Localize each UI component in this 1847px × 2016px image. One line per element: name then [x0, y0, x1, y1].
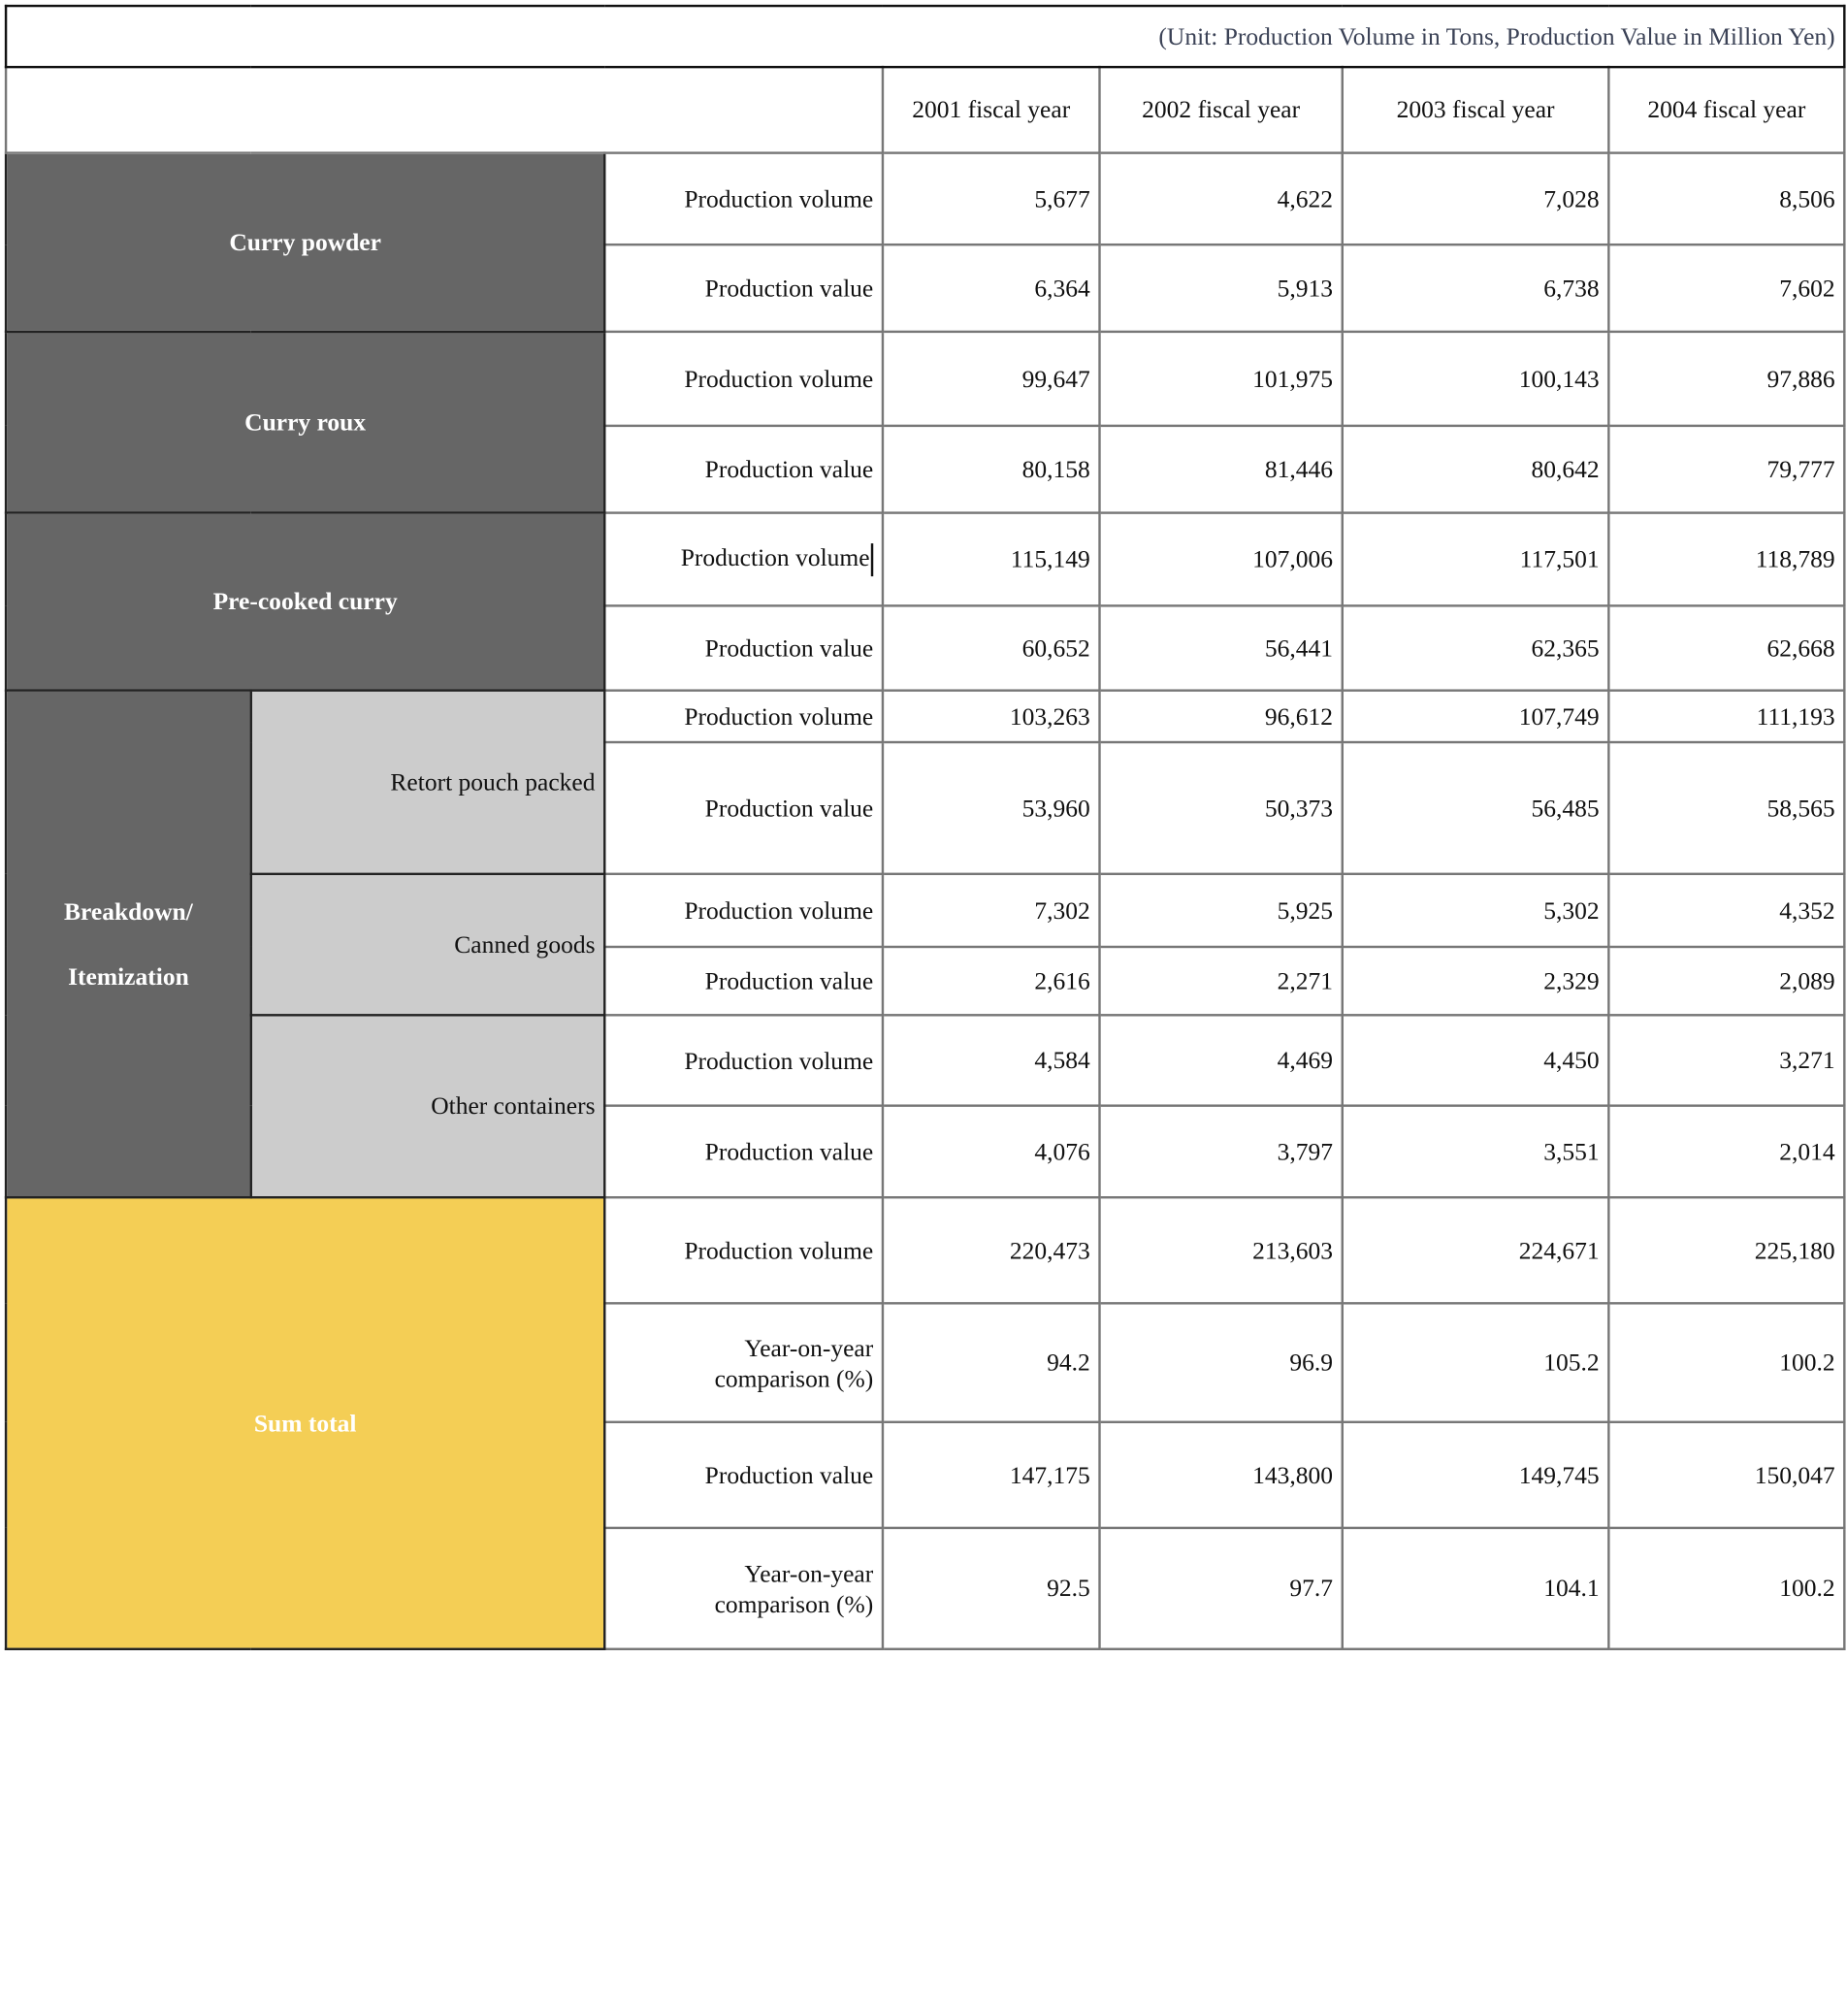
category-sum-total: Sum total: [6, 1197, 604, 1649]
cell-precooked-value-2001: 60,652: [883, 605, 1100, 690]
cell-total-volume-yoy-2001: 94.2: [883, 1303, 1100, 1421]
cell-curry-roux-volume-2001: 99,647: [883, 332, 1100, 426]
row-label-yoy: [604, 1528, 883, 1649]
cell-canned-value-2002: 2,271: [1100, 947, 1343, 1015]
cell-total-value-yoy-2001: 92.5: [883, 1528, 1100, 1649]
header-row: [6, 67, 1844, 153]
yoy-label-line1: Year-on-year: [744, 1559, 874, 1588]
cell-other-volume-2004: 3,271: [1608, 1015, 1844, 1105]
row-label-value: Production value: [604, 1422, 883, 1528]
category-breakdown: [6, 691, 251, 1198]
row-label-volume: Production volume: [680, 543, 870, 572]
cell-total-value-2003: 149,745: [1343, 1422, 1609, 1528]
cell-total-volume-2004: 225,180: [1608, 1197, 1844, 1303]
text-cursor: [871, 543, 873, 576]
cell-canned-volume-2001: 7,302: [883, 874, 1100, 947]
subcategory-retort-pouch: Retort pouch packed: [251, 691, 604, 874]
subcategory-canned-goods: Canned goods: [251, 874, 604, 1015]
row-label-volume-with-cursor[interactable]: [604, 513, 883, 606]
table-row: [6, 1015, 1844, 1105]
table-row: [6, 332, 1844, 426]
cell-canned-value-2004: 2,089: [1608, 947, 1844, 1015]
category-curry-powder: Curry powder: [6, 153, 604, 332]
cell-curry-powder-volume-2001: 5,677: [883, 153, 1100, 245]
row-label-volume: Production volume: [604, 1197, 883, 1303]
row-label-value: Production value: [604, 244, 883, 332]
cell-canned-volume-2002: 5,925: [1100, 874, 1343, 947]
yoy-label-line1: Year-on-year: [744, 1333, 874, 1362]
table-row: [6, 874, 1844, 947]
cell-total-value-2001: 147,175: [883, 1422, 1100, 1528]
row-label-value: Production value: [604, 426, 883, 513]
cell-total-value-yoy-2002: 97.7: [1100, 1528, 1343, 1649]
row-label-volume: Production volume: [604, 1015, 883, 1105]
cell-precooked-volume-2002: 107,006: [1100, 513, 1343, 606]
cell-retort-volume-2002: 96,612: [1100, 691, 1343, 742]
cell-precooked-value-2004: 62,668: [1608, 605, 1844, 690]
cell-canned-value-2001: 2,616: [883, 947, 1100, 1015]
cell-other-value-2003: 3,551: [1343, 1106, 1609, 1198]
cell-curry-roux-value-2001: 80,158: [883, 426, 1100, 513]
subcategory-other-containers: Other containers: [251, 1015, 604, 1197]
cell-total-volume-2002: 213,603: [1100, 1197, 1343, 1303]
cell-other-volume-2001: 4,584: [883, 1015, 1100, 1105]
cell-canned-volume-2004: 4,352: [1608, 874, 1844, 947]
cell-curry-powder-value-2003: 6,738: [1343, 244, 1609, 332]
category-curry-roux: Curry roux: [6, 332, 604, 513]
cell-total-volume-yoy-2003: 105.2: [1343, 1303, 1609, 1421]
breakdown-label-line1: Breakdown/: [64, 896, 193, 926]
cell-other-value-2001: 4,076: [883, 1106, 1100, 1198]
cell-total-value-yoy-2004: 100.2: [1608, 1528, 1844, 1649]
cell-curry-roux-value-2002: 81,446: [1100, 426, 1343, 513]
category-precooked-curry: Pre-cooked curry: [6, 513, 604, 691]
row-label-value: Production value: [604, 947, 883, 1015]
cell-curry-powder-value-2002: 5,913: [1100, 244, 1343, 332]
cell-other-volume-2003: 4,450: [1343, 1015, 1609, 1105]
cell-precooked-volume-2003: 117,501: [1343, 513, 1609, 606]
cell-other-value-2004: 2,014: [1608, 1106, 1844, 1198]
cell-retort-volume-2001: 103,263: [883, 691, 1100, 742]
table-row: [6, 153, 1844, 245]
cell-canned-value-2003: 2,329: [1343, 947, 1609, 1015]
table-row: [6, 1197, 1844, 1303]
curry-production-table: [5, 5, 1846, 1650]
cell-canned-volume-2003: 5,302: [1343, 874, 1609, 947]
cell-total-volume-2003: 224,671: [1343, 1197, 1609, 1303]
table-row: [6, 513, 1844, 606]
cell-precooked-value-2002: 56,441: [1100, 605, 1343, 690]
yoy-label-line2: comparison (%): [714, 1363, 874, 1392]
cell-total-volume-yoy-2004: 100.2: [1608, 1303, 1844, 1421]
cell-curry-roux-value-2003: 80,642: [1343, 426, 1609, 513]
cell-total-value-2004: 150,047: [1608, 1422, 1844, 1528]
cell-precooked-value-2003: 62,365: [1343, 605, 1609, 690]
unit-note: (Unit: Production Volume in Tons, Production Value in Million Yen): [6, 6, 1844, 67]
cell-curry-powder-volume-2003: 7,028: [1343, 153, 1609, 245]
cell-curry-roux-volume-2004: 97,886: [1608, 332, 1844, 426]
row-label-volume: Production volume: [604, 874, 883, 947]
cell-curry-powder-volume-2004: 8,506: [1608, 153, 1844, 245]
cell-curry-roux-value-2004: 79,777: [1608, 426, 1844, 513]
row-label-value: Production value: [604, 605, 883, 690]
cell-retort-value-2002: 50,373: [1100, 742, 1343, 874]
cell-curry-powder-value-2004: 7,602: [1608, 244, 1844, 332]
cell-curry-powder-volume-2002: 4,622: [1100, 153, 1343, 245]
row-label-yoy: [604, 1303, 883, 1421]
breakdown-label-line2: Itemization: [68, 961, 189, 991]
cell-retort-volume-2003: 107,749: [1343, 691, 1609, 742]
cell-curry-powder-value-2001: 6,364: [883, 244, 1100, 332]
cell-retort-value-2001: 53,960: [883, 742, 1100, 874]
cell-curry-roux-volume-2003: 100,143: [1343, 332, 1609, 426]
cell-total-volume-yoy-2002: 96.9: [1100, 1303, 1343, 1421]
year-header-2001: 2001 fiscal year: [883, 67, 1100, 153]
cell-retort-volume-2004: 111,193: [1608, 691, 1844, 742]
unit-row: [6, 6, 1844, 67]
year-header-2003: 2003 fiscal year: [1343, 67, 1609, 153]
cell-total-value-yoy-2003: 104.1: [1343, 1528, 1609, 1649]
year-header-2002: 2002 fiscal year: [1100, 67, 1343, 153]
cell-retort-value-2004: 58,565: [1608, 742, 1844, 874]
cell-curry-roux-volume-2002: 101,975: [1100, 332, 1343, 426]
cell-total-volume-2001: 220,473: [883, 1197, 1100, 1303]
header-blank-cell: [6, 67, 883, 153]
cell-precooked-volume-2001: 115,149: [883, 513, 1100, 606]
yoy-label-line2: comparison (%): [714, 1589, 874, 1618]
cell-total-value-2002: 143,800: [1100, 1422, 1343, 1528]
row-label-volume: Production volume: [604, 691, 883, 742]
year-header-2004: 2004 fiscal year: [1608, 67, 1844, 153]
cell-other-value-2002: 3,797: [1100, 1106, 1343, 1198]
row-label-volume: Production volume: [604, 153, 883, 245]
cell-retort-value-2003: 56,485: [1343, 742, 1609, 874]
row-label-value: Production value: [604, 1106, 883, 1198]
row-label-value: Production value: [604, 742, 883, 874]
cell-other-volume-2002: 4,469: [1100, 1015, 1343, 1105]
cell-precooked-volume-2004: 118,789: [1608, 513, 1844, 606]
table-row: [6, 691, 1844, 742]
row-label-volume: Production volume: [604, 332, 883, 426]
